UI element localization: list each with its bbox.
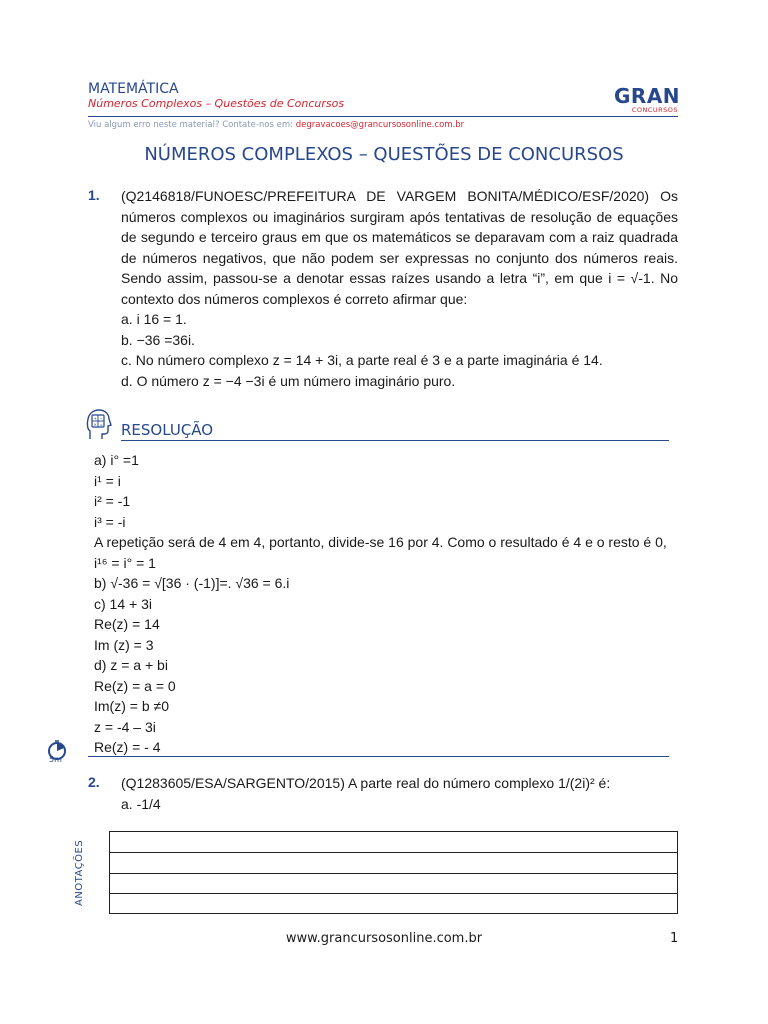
question-1-option-c: c. No número complexo z = 14 + 3i, a parte real é 3 e a parte imaginária é 14. xyxy=(121,352,603,368)
calculator-head-icon xyxy=(86,409,112,443)
resolution-line: i² = -1 xyxy=(94,493,131,509)
question-1 xyxy=(121,186,678,391)
resolution-line: i³ = -i xyxy=(94,513,126,530)
resolution-line: Re(z) = 14 xyxy=(94,616,160,632)
section-divider xyxy=(88,756,669,757)
resolution-title: RESOLUÇÃO xyxy=(121,421,214,439)
question-1-option-b: b. −36 =36i. xyxy=(121,331,195,348)
question-1-number: 1. xyxy=(88,187,100,203)
resolution-line: b) √-36 = √[36 · (-1)]=. √36 = 6.i xyxy=(94,575,290,591)
footer-website-link[interactable]: www.grancursosonline.com.br xyxy=(285,931,483,946)
notes-line[interactable] xyxy=(110,894,677,915)
header-divider xyxy=(88,116,678,117)
notes-line[interactable] xyxy=(110,853,677,874)
contact-email-link[interactable]: degravacoes@grancursosonline.com.br xyxy=(295,120,465,130)
resolution-line: Re(z) = a = 0 xyxy=(94,677,176,694)
resolution-line: d) z = a + bi xyxy=(94,657,168,673)
page-number: 1 xyxy=(670,931,679,946)
document-title: NÚMEROS COMPLEXOS – QUESTÕES DE CONCURSOS xyxy=(144,144,624,165)
resolution-line: Re(z) = - 4 xyxy=(94,739,161,755)
resolution-line: i¹ = i xyxy=(94,472,121,489)
resolution-line: Im (z) = 3 xyxy=(94,636,154,653)
resolution-line: z = -4 – 3i xyxy=(94,718,156,735)
timer-label: 5m xyxy=(49,755,62,764)
resolution-divider xyxy=(121,440,669,441)
header-contact xyxy=(88,120,464,130)
notes-area[interactable] xyxy=(109,831,678,914)
svg-text:=: = xyxy=(99,421,103,427)
resolution-line: a) i° =1 xyxy=(94,452,139,468)
question-2 xyxy=(121,773,678,814)
logo-main-text: GRAN xyxy=(614,84,681,108)
svg-text:−: − xyxy=(99,415,103,421)
resolution-line: Im(z) = b ≠0 xyxy=(94,698,169,714)
resolution-content xyxy=(94,450,674,758)
notes-line[interactable] xyxy=(110,874,677,895)
question-1-option-a: a. i 16 = 1. xyxy=(121,311,187,327)
header-subject: MATEMÁTICA xyxy=(88,81,179,97)
notes-label: ANOTAÇÕES xyxy=(74,839,85,906)
question-2-number: 2. xyxy=(88,774,100,790)
resolution-line: A repetição será de 4 em 4, portanto, divide-se 16 por 4. Como o resultado é 4 e o resto é 0, i¹⁶ = i° = 1 xyxy=(94,534,667,571)
question-1-text: (Q2146818/FUNOESC/PREFEITURA DE VARGEM BONITA/MÉDICO/ESF/2020) Os números complexos ou imaginários surgiram após tentativas de resolução de equações de segundo e terceiro graus em que os matemáticos se deparavam com a raiz quadrada de números negativos, que não podem ser expressas no conjunto dos números reais. Sendo assim, passou-se a denotar essas raízes usando a letra “i”, em que i = √-1. No contexto dos números complexos é correto afirmar que: xyxy=(121,188,678,307)
header-topic: Números Complexos – Questões de Concursos xyxy=(88,97,345,110)
svg-text:×: × xyxy=(93,421,97,427)
contact-prefix: Viu algum erro neste material? Contate-nos em: xyxy=(88,120,296,130)
question-2-text: (Q1283605/ESA/SARGENTO/2015) A parte real do número complexo 1/(2i)² é: xyxy=(121,775,611,791)
resolution-line: c) 14 + 3i xyxy=(94,595,152,612)
question-2-option-a: a. -1/4 xyxy=(121,795,161,812)
question-1-option-d: d. O número z = −4 −3i é um número imaginário puro. xyxy=(121,372,456,389)
notes-line[interactable] xyxy=(110,832,677,853)
gran-logo xyxy=(614,86,680,116)
svg-text:+: + xyxy=(93,415,97,421)
logo-sub-text: CONCURSOS xyxy=(631,106,678,114)
